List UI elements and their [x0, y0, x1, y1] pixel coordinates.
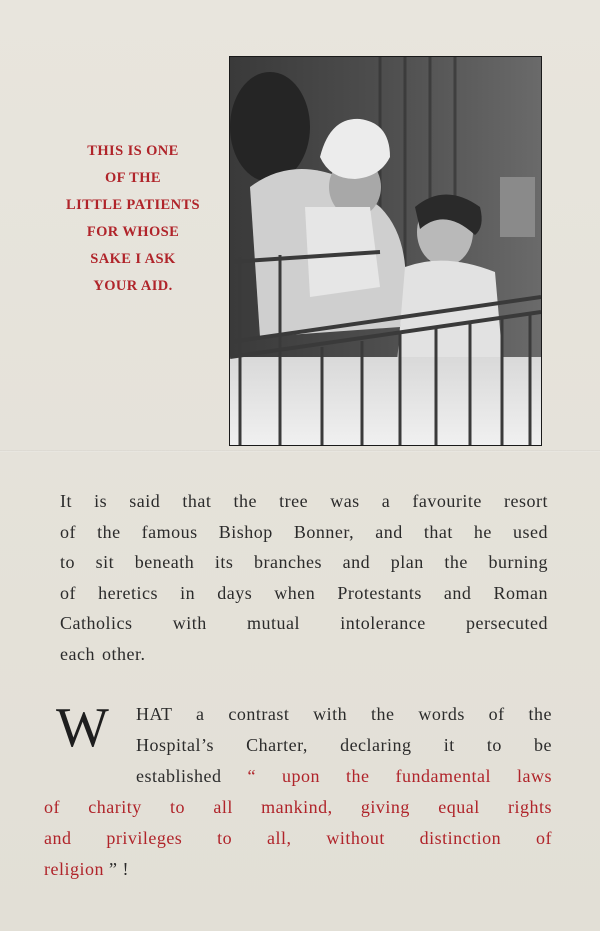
paragraph-line	[44, 854, 552, 885]
drop-cap: W	[56, 697, 110, 759]
paragraph-line	[44, 761, 552, 792]
photograph-nurse-child	[230, 57, 541, 445]
paragraph-bonner	[60, 486, 548, 669]
caption-line: YOUR AID.	[93, 278, 173, 294]
text-segment: established	[136, 766, 248, 786]
paragraph-line: to sit beneath its branches and plan the burning	[60, 552, 548, 572]
photo-illustration	[230, 57, 541, 445]
paragraph-line: Hospital’s Charter, declaring it to be	[136, 735, 552, 755]
paragraph-line: of the famous Bishop Bonner, and that he used	[60, 521, 548, 542]
caption-line: THIS IS ONE	[87, 143, 179, 159]
caption-line: FOR WHOSE	[86, 224, 180, 240]
paragraph-line: and privileges to all, without distinction of	[44, 828, 552, 848]
paragraph-line: of heretics in days when Protestants and Roman	[60, 582, 548, 603]
caption-line: SAKE I ASK	[90, 251, 176, 267]
paragraph-line: HAT a contrast with the words of the	[136, 704, 552, 724]
fold-line	[0, 450, 600, 452]
paragraph-line: of charity to all mankind, giving equal rights	[44, 797, 552, 817]
caption-line: OF THE	[105, 170, 161, 186]
photo-caption	[52, 138, 214, 300]
paragraph-charter	[44, 699, 552, 885]
text-segment: ” !	[104, 859, 129, 879]
caption-line: LITTLE PATIENTS	[66, 197, 200, 213]
quote-segment: religion	[44, 859, 104, 879]
paragraph-line: each other.	[60, 643, 146, 664]
quote-segment: “ upon the fundamental laws	[247, 766, 552, 786]
paragraph-line: Catholics with mutual intolerance persecuted	[60, 613, 548, 633]
paragraph-line: It is said that the tree was a favourite resort	[60, 491, 548, 511]
